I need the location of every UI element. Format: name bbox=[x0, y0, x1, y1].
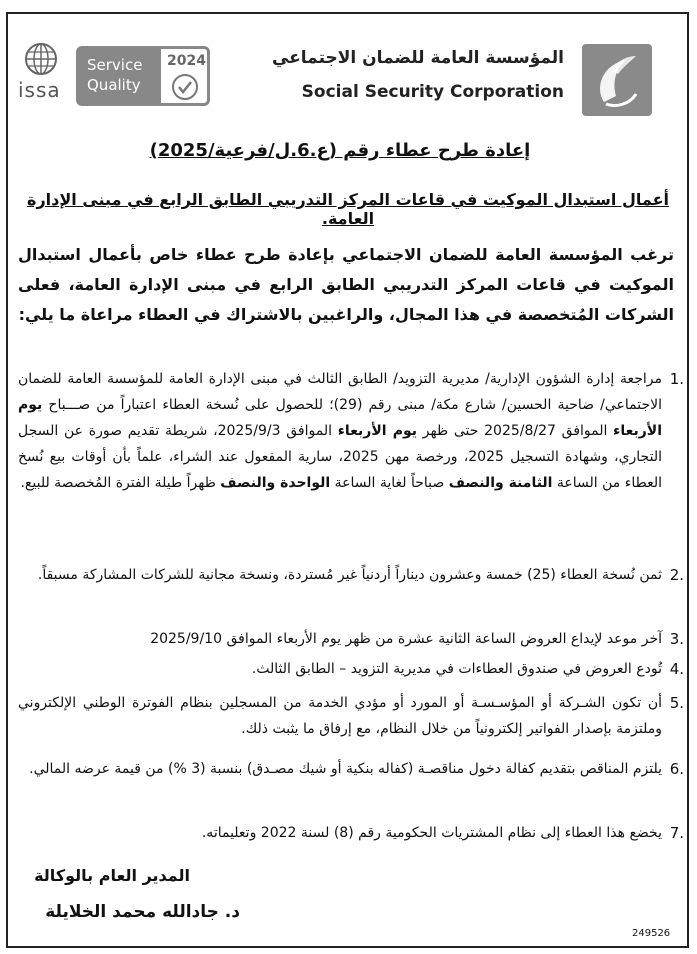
list-item bbox=[18, 820, 684, 846]
item-text: الموافق 2025/9/3، شريطة تقديم صورة عن السجل التجاري، وشهادة التسجيل 2025، ورخصة مهن 2025، سارية المفعول عند الشراء، علماً بأن أوقات بيع نُسخ العطاء من الساعة bbox=[18, 423, 662, 491]
item-text: يخضع هذا العطاء إلى نظام المشتريات الحكومية رقم (8) لسنة 2022 وتعليماته. bbox=[201, 825, 662, 841]
org-name-english: Social Security Corporation bbox=[301, 82, 564, 102]
badge-year: 2024 bbox=[167, 53, 206, 69]
issa-logo bbox=[16, 42, 68, 112]
list-item bbox=[18, 626, 684, 652]
item-text: تُودع العروض في صندوق العطاءات في مديرية التزويد – الطابق الثالث. bbox=[251, 661, 662, 677]
list-item bbox=[18, 366, 684, 496]
ssc-logo bbox=[582, 44, 652, 116]
item-text-bold: يوم الأربعاء bbox=[18, 397, 663, 439]
item-number: 6. bbox=[669, 760, 684, 778]
list-item bbox=[18, 562, 684, 588]
item-number: 5. bbox=[669, 694, 684, 712]
item-text: أن تكون الشـركة أو المؤسـسـة أو المورد أو مؤدي الخدمة من المسجلين بنظام الفوترة الوطني الإلكتروني وملتزمة بإصدار الفواتير إلكترونياً من خلال النظام، مع إرفاق ما يثبت ذلك. bbox=[18, 695, 662, 737]
reference-number: 249526 bbox=[632, 928, 671, 939]
item-text-bold: يوم الأربعاء bbox=[337, 423, 418, 439]
item-text: ظهراً طيلة الفترة المُخصصة للبيع. bbox=[20, 475, 221, 491]
check-circle-icon bbox=[171, 73, 199, 101]
item-number: 7. bbox=[669, 824, 684, 842]
service-quality-badge bbox=[76, 46, 210, 106]
signature-role: المدير العام بالوكالة bbox=[34, 866, 190, 885]
item-text-bold: الثامنة والنصف bbox=[448, 475, 553, 491]
list-item bbox=[18, 756, 684, 782]
badge-label bbox=[79, 49, 161, 103]
leaf-icon bbox=[582, 44, 652, 116]
tender-title: إعادة طرح عطاء رقم (ع.6.ل/فرعية/2025) bbox=[149, 140, 531, 161]
item-text: ثمن نُسخة العطاء (25) خمسة وعشرون ديناراً أردنياً غير مُستردة، ونسخة مجانية للشركات المشاركة مسبقاً. bbox=[37, 567, 662, 583]
item-text-bold: الواحدة والنصف bbox=[220, 475, 331, 491]
tender-subject: أعمال استبدال الموكيت في قاعات المركز التدريبي الطابق الرابع في مبنى الإدارة العامة. bbox=[27, 190, 669, 228]
item-text: الموافق 2025/8/27 حتى ظهر bbox=[417, 423, 614, 439]
signature-name: د. جادالله محمد الخلايلة bbox=[45, 902, 240, 922]
item-number: 4. bbox=[669, 660, 684, 678]
item-text: آخر موعد لإيداع العروض الساعة الثانية عشرة من ظهر يوم الأربعاء الموافق 2025/9/10 bbox=[150, 631, 662, 647]
intro-paragraph: ترغب المؤسسة العامة للضمان الاجتماعي بإعادة طرح عطاء خاص بأعمال استبدال الموكيت في قاعات المركز التدريبي الطابق الرابع في مبنى الإدارة العامة، فعلى الشركات المُتخصصة في هذا المجال، والراغبين بالاشتراك في العطاء مراعاة ما يلي: bbox=[18, 245, 674, 324]
item-text: يلتزم المناقص بتقديم كفالة دخول مناقصـة (كفاله بنكية أو شيك مصـدق) بنسبة (3 %) من قيمة عرضه المالي. bbox=[29, 761, 662, 777]
item-number: 1. bbox=[669, 370, 684, 388]
issa-text: issa bbox=[18, 78, 61, 102]
item-number: 2. bbox=[669, 566, 684, 584]
globe-icon bbox=[24, 42, 58, 76]
list-item bbox=[18, 656, 684, 682]
badge-line1: Service bbox=[87, 56, 143, 74]
org-name-arabic: المؤسسة العامة للضمان الاجتماعي bbox=[271, 48, 564, 68]
item-text: مراجعة إدارة الشؤون الإدارية/ مديرية التزويد/ الطابق الثالث في مبنى الإدارة العامة للمؤسسة العامة للضمان الاجتماعي/ ضاحية الحسين/ شارع مكة/ مبنى رقم (29)؛ للحصول على نُسخة العطاء اعتباراً من صـــباح bbox=[18, 371, 663, 413]
item-text: صباحاً لغاية الساعة bbox=[330, 475, 449, 491]
item-number: 3. bbox=[669, 630, 684, 648]
badge-line2: Quality bbox=[87, 76, 141, 94]
list-item bbox=[18, 690, 684, 742]
